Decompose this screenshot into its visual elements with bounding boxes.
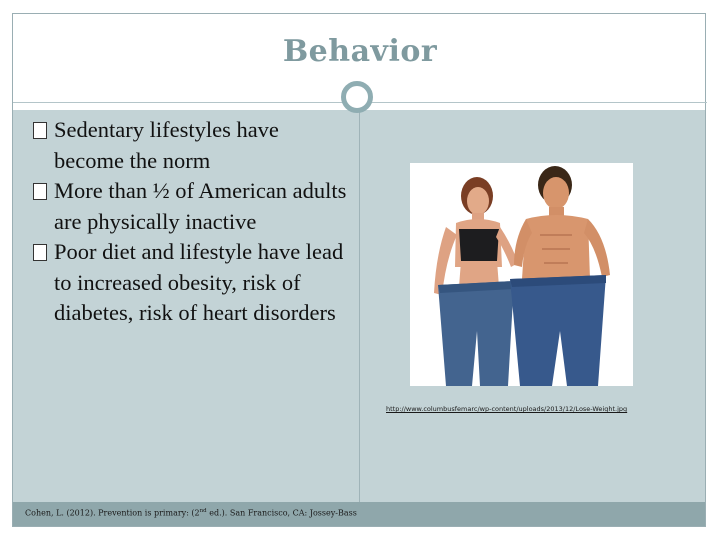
bullet-text: More than ½ of American adults are physically inactive <box>54 178 347 234</box>
slide <box>12 13 706 527</box>
bullet-text: Poor diet and lifestyle have lead to increased obesity, risk of diabetes, risk of heart disorders <box>54 239 344 325</box>
citation-superscript: nd <box>199 508 207 514</box>
ring-icon <box>341 81 373 113</box>
square-box-icon <box>33 122 47 139</box>
bullet-item <box>33 237 353 329</box>
citation <box>25 508 357 518</box>
bullet-text: Sedentary lifestyles have become the norm <box>54 117 279 173</box>
column-divider <box>359 110 360 502</box>
square-box-icon <box>33 244 47 261</box>
square-box-icon <box>33 183 47 200</box>
footer-bar <box>13 502 705 526</box>
citation-part: Cohen, L. (2012). Prevention is primary: (2 <box>25 508 200 518</box>
bullet-item <box>33 115 353 176</box>
bullet-list <box>33 115 353 329</box>
slide-title: Behavior <box>282 34 438 69</box>
bullet-item <box>33 176 353 237</box>
citation-part: ed.). San Francisco, CA: Jossey-Bass <box>206 508 357 518</box>
weight-loss-couple-image <box>410 163 633 386</box>
image-source-link[interactable]: http://www.columbusfemarc/wp-content/uploads/2013/12/Lose-Weight.jpg <box>386 405 628 413</box>
